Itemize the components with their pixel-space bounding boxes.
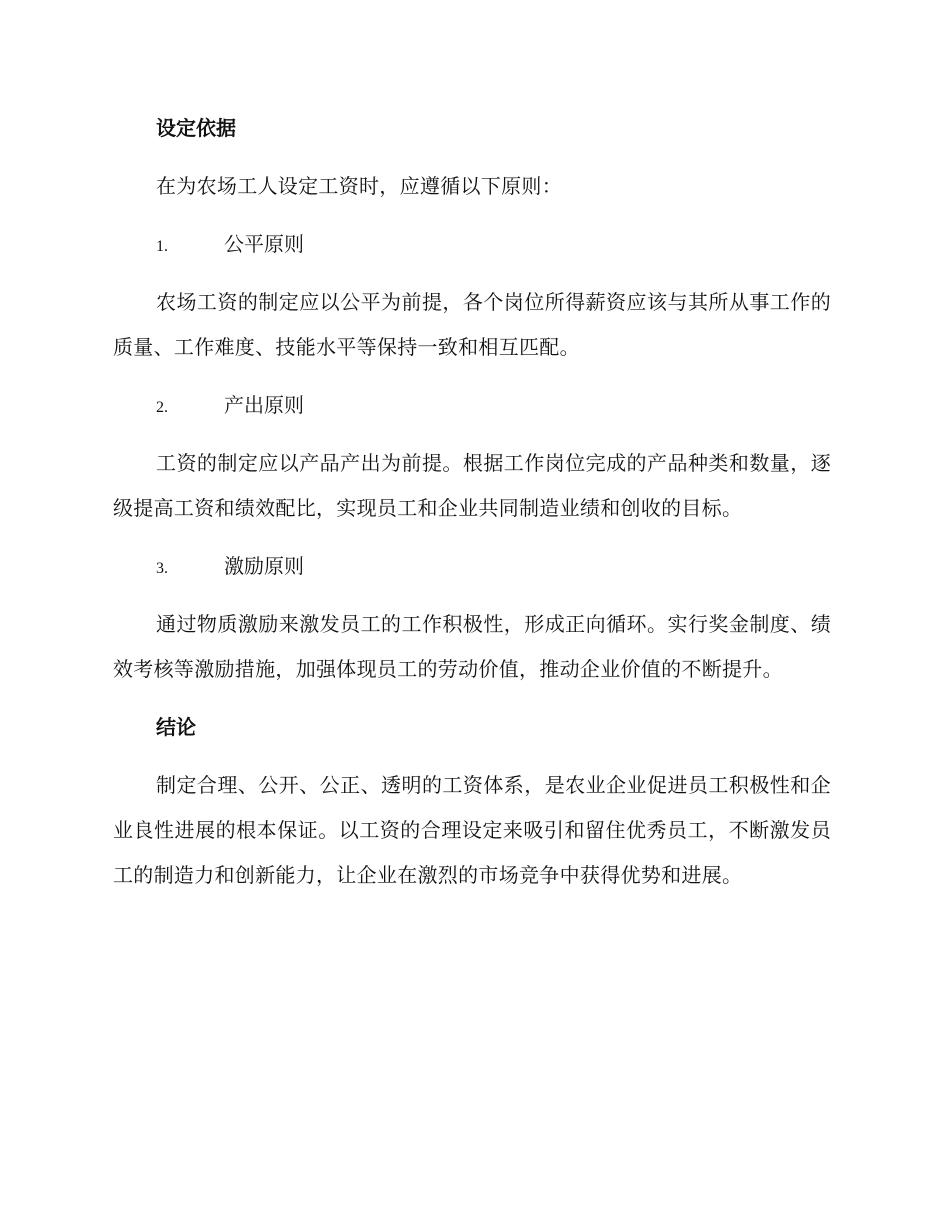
principle-3-heading — [113, 544, 831, 589]
intro-paragraph: 在为农场工人设定工资时，应遵循以下原则： — [156, 174, 562, 198]
principle-3-number: 3. — [156, 560, 168, 577]
document-body — [113, 106, 831, 911]
principle-2-title: 产出原则 — [224, 393, 304, 417]
conclusion-paragraph: 制定合理、公开、公正、透明的工资体系，是农业企业促进员工积极性和企业良性进展的根本保证。以工资的合理设定来吸引和留住优秀员工，不断激发员工的制造力和创新能力，让企业在激烈的市场竞争中获得优势和进展。 — [113, 773, 831, 887]
principle-1-heading — [113, 222, 831, 267]
principle-3-body: 通过物质激励来激发员工的工作积极性，形成正向循环。实行奖金制度、绩效考核等激励措施，加强体现员工的劳动价值，推动企业价值的不断提升。 — [113, 612, 831, 681]
section-heading-basis: 设定依据 — [156, 116, 236, 140]
principle-2-heading — [113, 383, 831, 428]
principle-2-body: 工资的制定应以产品产出为前提。根据工作岗位完成的产品种类和数量，逐级提高工资和绩效配比，实现员工和企业共同制造业绩和创收的目标。 — [113, 451, 831, 520]
principle-1-body: 农场工资的制定应以公平为前提，各个岗位所得薪资应该与其所从事工作的质量、工作难度、技能水平等保持一致和相互匹配。 — [113, 290, 831, 359]
principle-2-number: 2. — [156, 399, 168, 416]
principle-1-title: 公平原则 — [224, 232, 304, 256]
section-heading-conclusion: 结论 — [156, 715, 196, 739]
principle-1-number: 1. — [156, 238, 168, 255]
principle-3-title: 激励原则 — [224, 554, 304, 578]
